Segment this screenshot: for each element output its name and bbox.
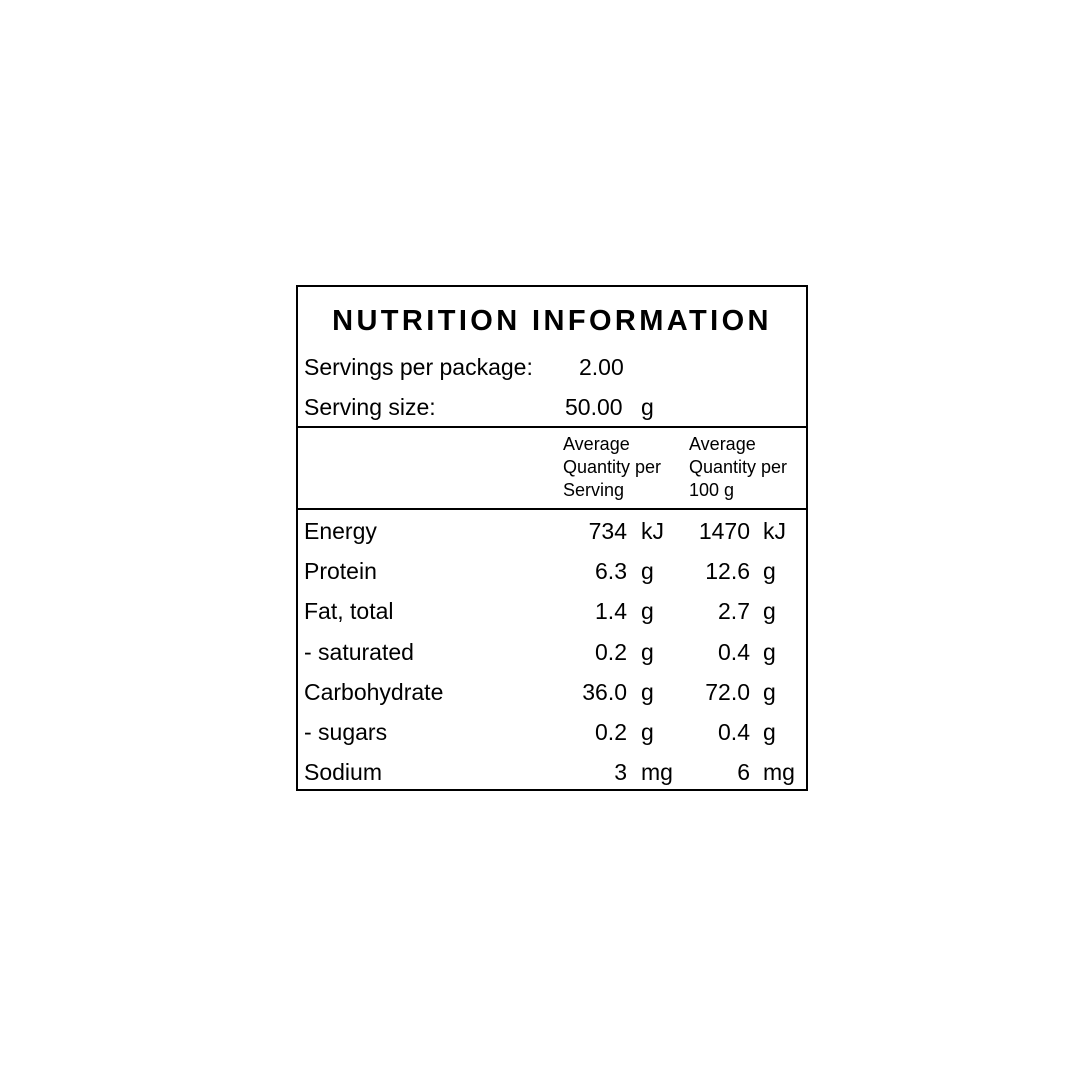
column-header-line: 100 g	[689, 480, 735, 500]
column-header-line: Average	[689, 434, 756, 454]
per-serving-unit: g	[641, 678, 654, 705]
per-100g-value: 0.4	[718, 719, 750, 745]
per-serving-unit: mg	[641, 759, 673, 786]
per-100g-unit: kJ	[763, 518, 786, 544]
per-serving-unit: kJ	[641, 518, 664, 544]
panel-title: NUTRITION INFORMATION	[332, 305, 772, 337]
per-100g-unit: mg	[763, 759, 795, 786]
per-serving-unit: g	[641, 558, 654, 585]
column-header-line: Serving	[563, 480, 625, 500]
per-serving-unit: g	[641, 719, 654, 745]
nutrient-name: - saturated	[304, 638, 414, 665]
per-serving-value: 1.4	[595, 598, 627, 625]
per-100g-unit: g	[763, 598, 776, 625]
per-serving-value: 36.0	[582, 678, 627, 705]
nutrient-name: Fat, total	[304, 598, 394, 625]
column-header-per-100g	[689, 433, 811, 502]
nutrient-name: Sodium	[304, 759, 382, 786]
per-serving-value: 0.2	[595, 719, 627, 745]
per-100g-value: 1470	[698, 518, 750, 544]
per-serving-unit: g	[641, 638, 654, 665]
per-100g-value: 2.7	[718, 598, 750, 625]
nutrient-name: Carbohydrate	[304, 678, 444, 705]
per-serving-value: 0.2	[595, 638, 627, 665]
serving-size-label: Serving size:	[304, 394, 436, 420]
nutrient-name: - sugars	[304, 719, 388, 745]
column-header-line: Average	[563, 434, 630, 454]
per-serving-value: 734	[588, 518, 627, 544]
per-100g-unit: g	[763, 638, 776, 665]
per-serving-value: 3	[614, 759, 627, 786]
servings-per-package-label: Servings per package:	[304, 354, 533, 380]
per-100g-value: 12.6	[705, 558, 750, 585]
column-header-line: Quantity per	[563, 457, 662, 477]
serving-size-value: 50.00	[565, 394, 623, 420]
per-100g-value: 0.4	[718, 638, 750, 665]
divider-header	[298, 508, 806, 510]
nutrient-name: Protein	[304, 558, 377, 585]
nutrient-name: Energy	[304, 518, 377, 544]
servings-per-package-value: 2.00	[579, 354, 624, 380]
divider-top	[298, 426, 806, 428]
per-100g-unit: g	[763, 558, 776, 585]
per-100g-unit: g	[763, 678, 776, 705]
per-serving-value: 6.3	[595, 558, 627, 585]
column-header-line: Quantity per	[689, 457, 788, 477]
column-header-per-serving	[563, 433, 685, 502]
per-serving-unit: g	[641, 598, 654, 625]
per-100g-value: 6	[737, 759, 750, 786]
per-100g-value: 72.0	[705, 678, 750, 705]
serving-size-unit: g	[641, 394, 654, 420]
nutrition-panel	[296, 285, 808, 791]
per-100g-unit: g	[763, 719, 776, 745]
